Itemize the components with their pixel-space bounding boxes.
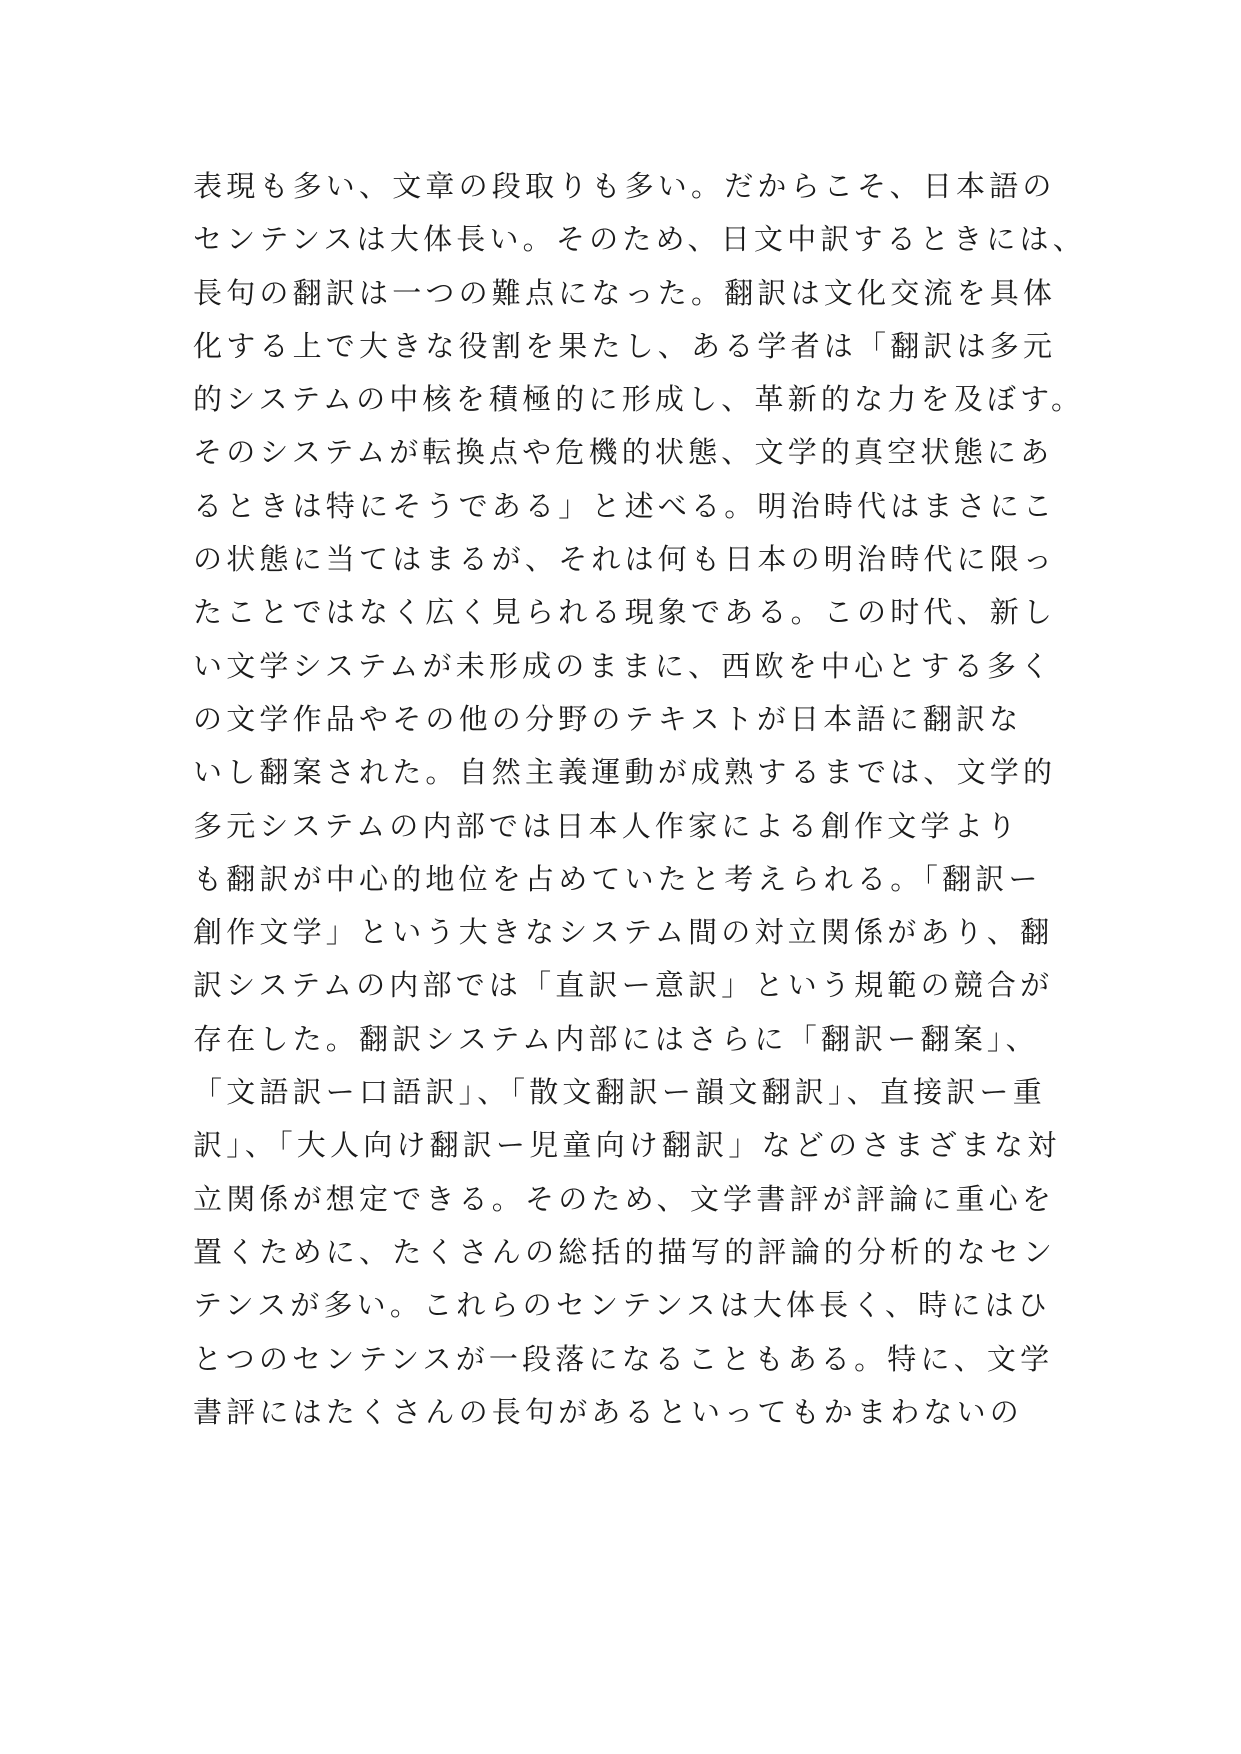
body-text xyxy=(193,160,1086,1439)
text-line: 「文語訳ー口語訳」、「散文翻訳ー韻文翻訳」、直接訳ー重 xyxy=(193,1075,1046,1110)
text-line: 化する上で大きな役割を果たし、ある学者は「翻訳は多元 xyxy=(193,328,1057,363)
text-line: そのシステムが転換点や危機的状態、文学的真空状態にあ xyxy=(193,435,1054,470)
text-line: の文学作品やその他の分野のテキストが日本語に翻訳な xyxy=(193,701,1023,736)
text-line: 的システムの中核を積極的に形成し、革新的な力を及ぼす。 xyxy=(193,382,1085,417)
text-line: い文学システムが未形成のままに、西欧を中心とする多く xyxy=(193,648,1054,683)
text-line: も翻訳が中心的地位を占めていたと考えられる。「翻訳ー xyxy=(193,861,1042,896)
text-line: るときは特にそうである」と述べる。明治時代はまさにこ xyxy=(193,488,1057,523)
text-line: いし翻案された。自然主義運動が成熟するまでは、文学的 xyxy=(193,755,1057,790)
text-line: 存在した。翻訳システム内部にはさらに「翻訳ー翻案」、 xyxy=(193,1021,1039,1056)
text-line: 創作文学」という大きなシステム間の対立関係があり、翻 xyxy=(193,915,1054,950)
text-line: たことではなく広く見られる現象である。この时代、新し xyxy=(193,595,1057,630)
text-line: センテンスは大体長い。そのため、日文中訳するときには、 xyxy=(193,222,1086,257)
text-line: 多元システムの内部では日本人作家による創作文学より xyxy=(193,808,1021,843)
text-line: テンスが多い。これらのセンテンスは大体長く、時にはひ xyxy=(193,1288,1051,1323)
text-line: 置くために、たくさんの総括的描写的評論的分析的なセン xyxy=(193,1234,1057,1269)
text-line: 書評にはたくさんの長句があるといってもかまわないの xyxy=(193,1394,1024,1429)
text-line: 訳システムの内部では「直訳ー意訳」という規範の競合が xyxy=(193,968,1054,1003)
text-line: 長句の翻訳は一つの難点になった。翻訳は文化交流を具体 xyxy=(193,275,1057,310)
text-line: 表現も多い、文章の段取りも多い。だからこそ、日本語の xyxy=(193,169,1056,203)
text-line: 立関係が想定できる。そのため、文学書評が評論に重心を xyxy=(193,1181,1056,1216)
text-line: の状態に当てはまるが、それは何も日本の明治時代に限っ xyxy=(193,542,1057,577)
text-line: とつのセンテンスが一段落になることもある。特に、文学 xyxy=(193,1341,1054,1376)
text-line: 訳」、「大人向け翻訳ー児童向け翻訳」などのさまざまな対 xyxy=(193,1128,1061,1163)
